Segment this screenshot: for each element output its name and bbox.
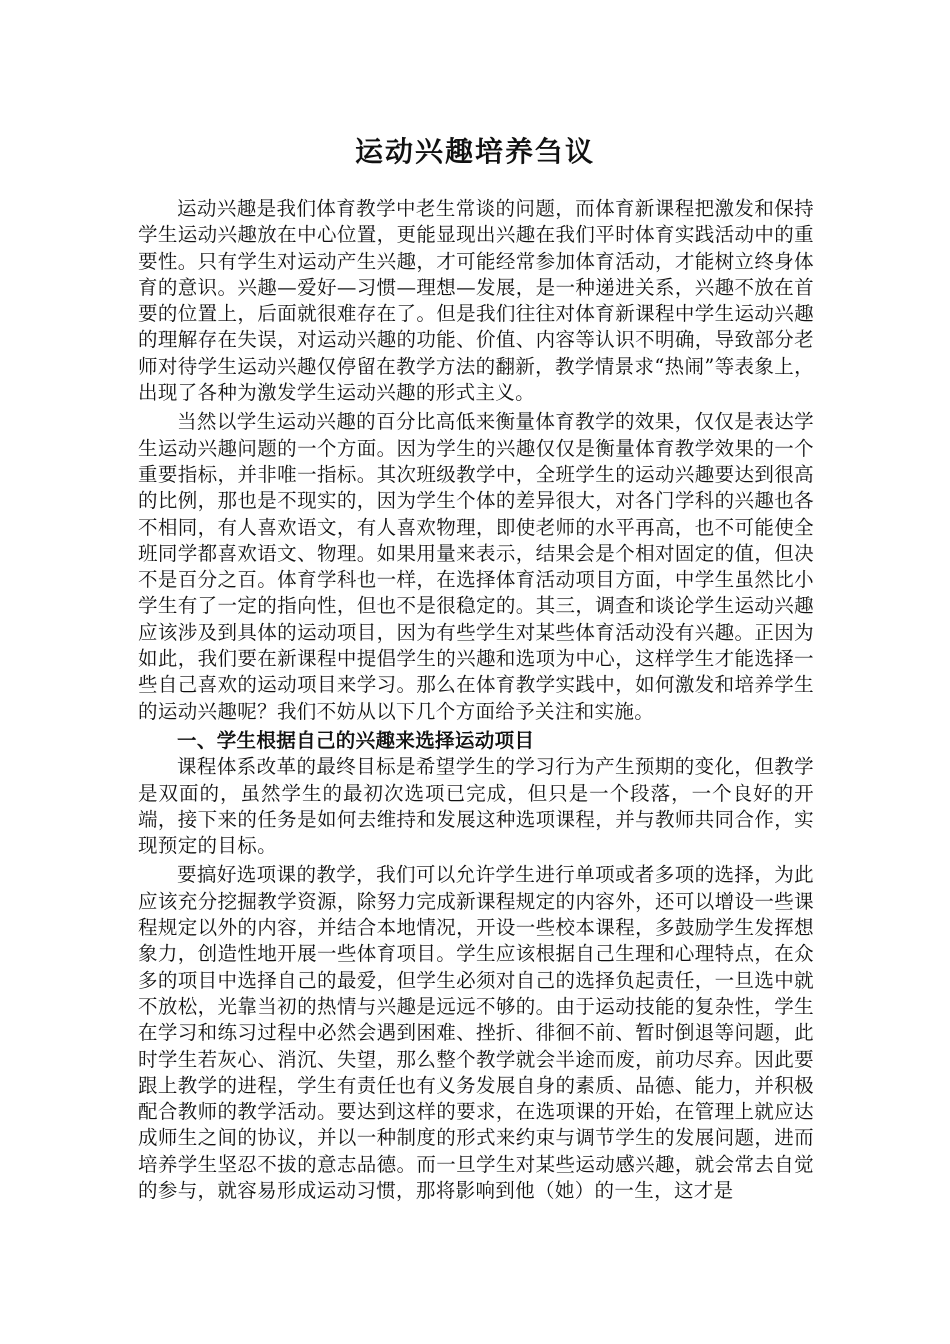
- intro-paragraph-2: 当然以学生运动兴趣的百分比高低来衡量体育教学的效果，仅仅是表达学生运动兴趣问题的一个方面。因为学生的兴趣仅仅是衡量体育教学效果的一个重要指标，并非唯一指标。其次班级教学中，全班学生的运动兴趣要达到很高的比例，那也是不现实的，因为学生个体的差异很大，对各门学科的兴趣也各不相同，有人喜欢语文，有人喜欢物理，即使老师的水平再高，也不可能使全班同学都喜欢语文、物理。如果用量来表示，结果会是个相对固定的值，但决不是百分之百。体育学科也一样，在选择体育活动项目方面，中学生虽然比小学生有了一定的指向性，但也不是很稳定的。其三，调查和谈论学生运动兴趣应该涉及到具体的运动项目，因为有些学生对某些体育活动没有兴趣。正因为如此，我们要在新课程中提倡学生的兴趣和选项为中心，这样学生才能选择一些自己喜欢的运动项目来学习。那么在体育教学实践中，如何激发和培养学生的运动兴趣呢？我们不妨从以下几个方面给予关注和实施。: [138, 410, 814, 723]
- section-1-heading: 一、学生根据自己的兴趣来选择运动项目: [177, 728, 535, 752]
- document-title: 运动兴趣培养刍议: [354, 135, 595, 168]
- section-1-paragraph-2: 要搞好选项课的教学，我们可以允许学生进行单项或者多项的选择，为此应该充分挖掘教学资源，除努力完成新课程规定的内容外，还可以增设一些课程规定以外的内容，并结合本地情况，开设一些校本课程，多鼓励学生发挥想象力，创造性地开展一些体育项目。学生应该根据自己生理和心理特点，在众多的项目中选择自己的最爱，但学生必须对自己的选择负起责任，一旦选中就不放松，光靠当初的热情与兴趣是远远不够的。由于运动技能的复杂性，学生在学习和练习过程中必然会遇到困难、挫折、徘徊不前、暂时倒退等问题，此时学生若灰心、消沉、失望，那么整个教学就会半途而废，前功尽弃。因此要跟上教学的进程，学生有责任也有义务发展自身的素质、品德、能力，并积极配合教师的教学活动。要达到这样的要求，在选项课的开始，在管理上就应达成师生之间的协议，并以一种制度的形式来约束与调节学生的发展问题，进而培养学生坚忍不拔的意志品德。而一旦学生对某些运动感兴趣，就会常去自觉的参与，就容易形成运动习惯，那将影响到他（她）的一生，这才是: [138, 863, 814, 1202]
- section-1-paragraph-1: 课程体系改革的最终目标是希望学生的学习行为产生预期的变化，但教学是双面的，虽然学生的最初次选项已完成，但只是一个段落，一个良好的开端，接下来的任务是如何去维持和发展这种选项课程，并与教师共同合作，实现预定的目标。: [138, 755, 814, 858]
- document-body: [138, 196, 814, 1207]
- intro-paragraph-1: 运动兴趣是我们体育教学中老生常谈的问题，而体育新课程把激发和保持学生运动兴趣放在中心位置，更能显现出兴趣在我们平时体育实践活动中的重要性。只有学生对运动产生兴趣，才可能经常参加体育活动，才能树立终身体育的意识。兴趣—爱好—习惯—理想—发展，是一种递进关系，兴趣不放在首要的位置上，后面就很难存在了。但是我们往往对体育新课程中学生运动兴趣的理解存在失误，对运动兴趣的功能、价值、内容等认识不明确，导致部分老师对待学生运动兴趣仅停留在教学方法的翻新，教学情景求“热闹”等表象上，出现了各种为激发学生运动兴趣的形式主义。: [138, 197, 814, 405]
